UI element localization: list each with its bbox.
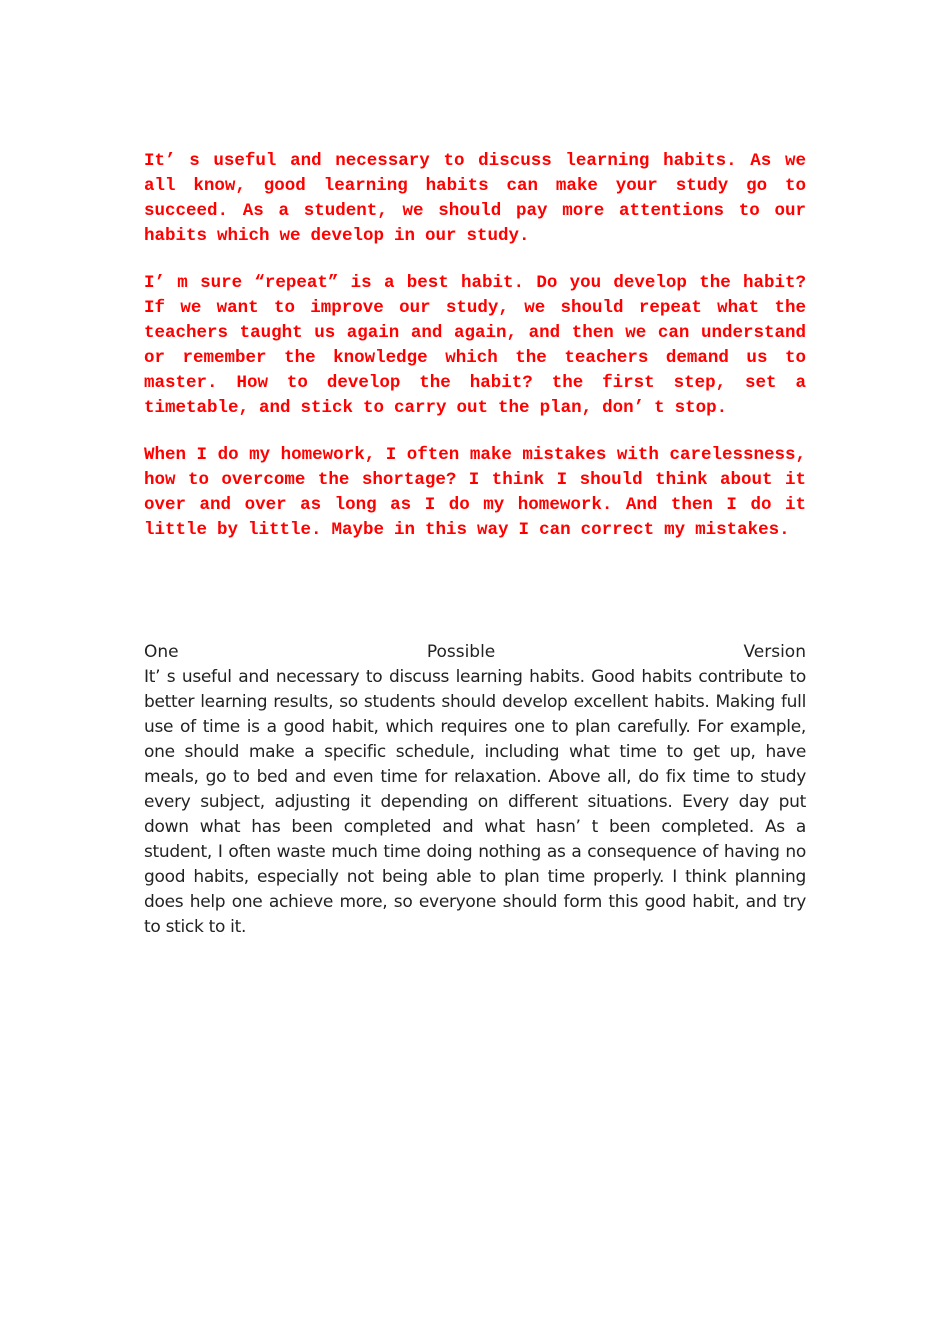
essay-paragraph-3: When I do my homework, I often make mistakes with carelessness, how to overcome the shortage? I think I should think about it over and over as long as I do my homework. And then I do it little by little. Maybe in this way I can correct my mistakes. — [144, 445, 806, 540]
model-essay-heading — [144, 640, 806, 665]
heading-word-version: Version — [743, 642, 806, 662]
student-essay — [144, 149, 806, 565]
essay-paragraph-2: I’ m sure “repeat” is a best habit. Do you develop the habit? If we want to improve our study, we should repeat what the teachers taught us again and again, and then we can understand or remember the knowledge which the teachers demand us to master. How to develop the habit? the first step, set a timetable, and stick to carry out the plan, don’ t stop. — [144, 273, 806, 418]
essay-paragraph-1: It’ s useful and necessary to discuss learning habits. As we all know, good learning habits can make your study go to succeed. As a student, we should pay more attentions to our habits which we develop in our study. — [144, 151, 806, 246]
heading-word-possible: Possible — [426, 642, 496, 662]
heading-word-one: One — [144, 642, 179, 662]
model-essay — [144, 640, 806, 940]
model-essay-body: It’ s useful and necessary to discuss learning habits. Good habits contribute to better learning results, so students should develop excellent habits. Making full use of time is a good habit, which requires one to plan carefully. For example, one should make a specific schedule, including what time to get up, have meals, go to bed and even time for relaxation. Above all, do fix time to study every subject, adjusting it depending on different situations. Every day put down what has been completed and what hasn’ t been completed. As a student, I often waste much time doing nothing as a consequence of having no good habits, especially not being able to plan time properly. I think planning does help one achieve more, so everyone should form this good habit, and try to stick to it. — [144, 667, 806, 937]
